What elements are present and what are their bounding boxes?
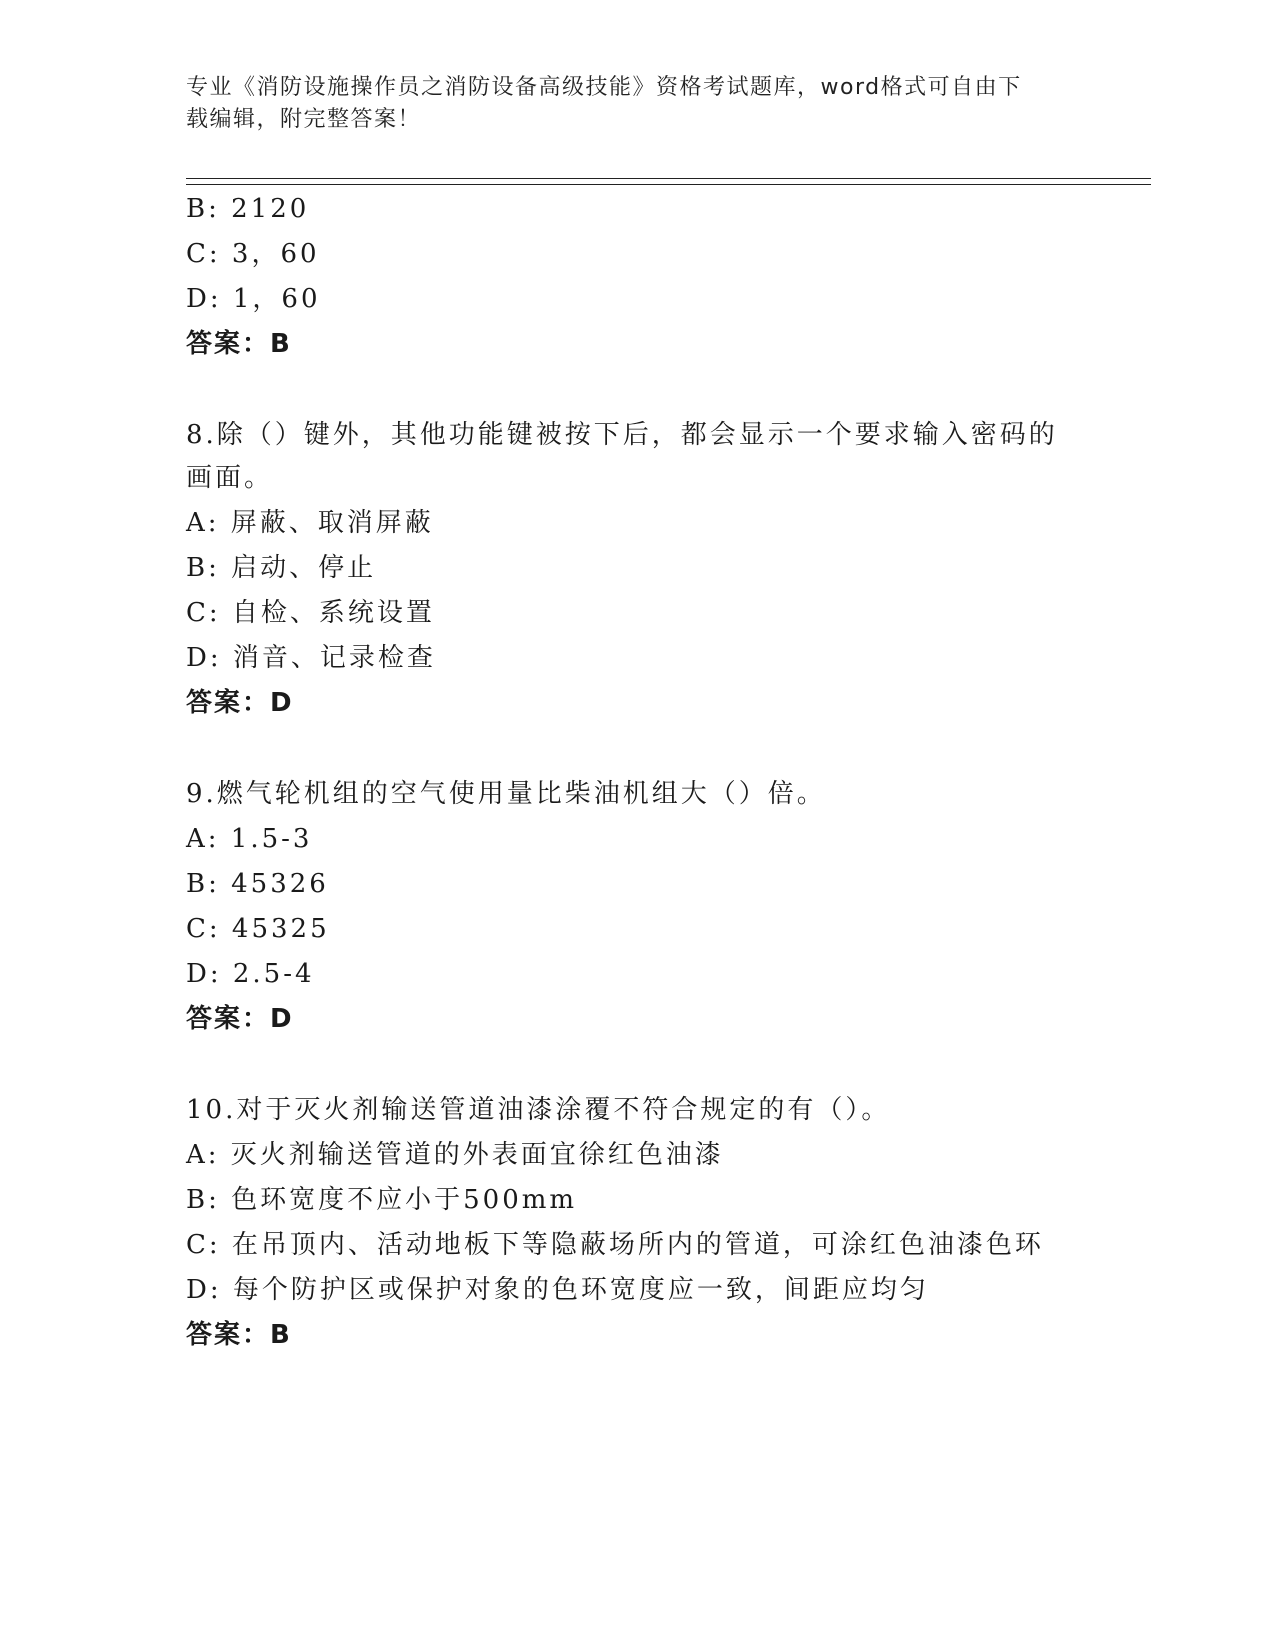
- q8-stem-line-1: 8.除（）键外，其他功能键被按下后，都会显示一个要求输入密码的: [186, 420, 1058, 450]
- q7-option-c: C: 3，60: [186, 239, 320, 269]
- q10-answer: 答案：B: [186, 1320, 292, 1350]
- header-divider-bottom: [186, 184, 1151, 185]
- q8-answer: 答案：D: [186, 688, 294, 718]
- q10-option-b: B: 色环宽度不应小于500mm: [186, 1185, 578, 1215]
- q7-answer: 答案：B: [186, 329, 292, 359]
- q9-option-b: B: 45326: [186, 869, 329, 899]
- q9-answer: 答案：D: [186, 1004, 294, 1034]
- q8-option-d: D: 消音、记录检查: [186, 643, 436, 673]
- q7-option-d: D: 1，60: [186, 284, 321, 314]
- q8-option-c: C: 自检、系统设置: [186, 598, 435, 628]
- q9-option-a: A: 1.5-3: [186, 824, 313, 854]
- q8-option-b: B: 启动、停止: [186, 553, 377, 583]
- q9-option-c: C: 45325: [186, 914, 330, 944]
- q10-option-c: C: 在吊顶内、活动地板下等隐蔽场所内的管道，可涂红色油漆色环: [186, 1230, 1044, 1260]
- header-line-2: 载编辑，附完整答案！: [186, 107, 422, 132]
- q9-stem: 9.燃气轮机组的空气使用量比柴油机组大（）倍。: [186, 779, 826, 809]
- header-divider-top: [186, 178, 1151, 179]
- document-header: [186, 72, 1066, 136]
- q8-stem-line-2: 画面。: [186, 463, 274, 493]
- q9-option-d: D: 2.5-4: [186, 959, 315, 989]
- q10-option-a: A: 灭火剂输送管道的外表面宜徐红色油漆: [186, 1140, 724, 1170]
- q7-option-b: B: 2120: [186, 194, 310, 224]
- q8-option-a: A: 屏蔽、取消屏蔽: [186, 508, 434, 538]
- q10-stem: 10.对于灭火剂输送管道油漆涂覆不符合规定的有（）。: [186, 1095, 891, 1125]
- q10-option-d: D: 每个防护区或保护对象的色环宽度应一致，间距应均匀: [186, 1275, 929, 1305]
- header-line-1: 专业《消防设施操作员之消防设备高级技能》资格考试题库，word格式可自由下: [186, 75, 1022, 100]
